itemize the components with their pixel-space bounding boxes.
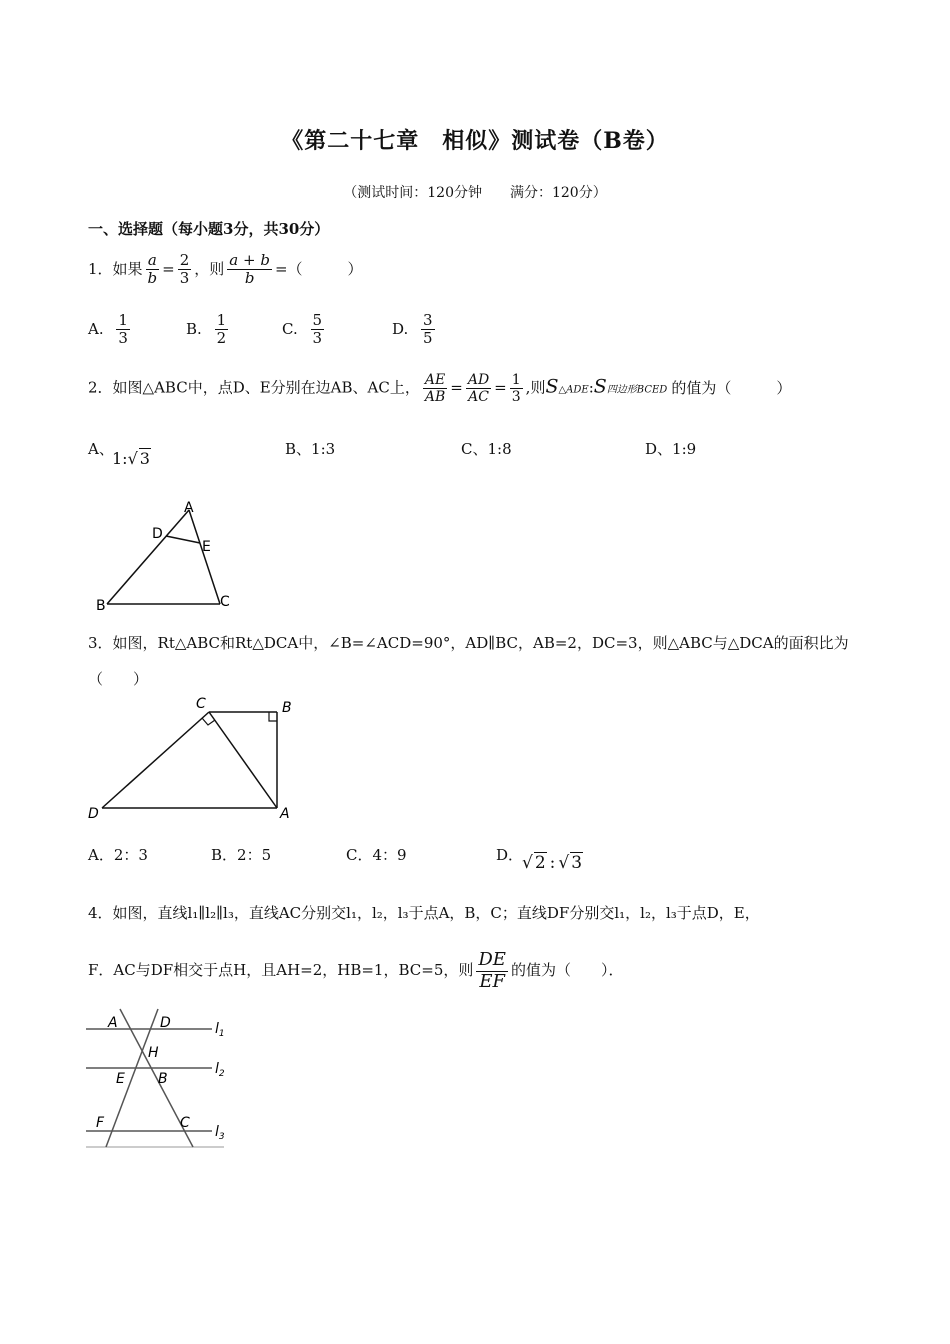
q4-label-l3: $l_3$ (215, 1124, 225, 1142)
q2-mid: ,则 (525, 378, 546, 397)
q4-label-h: H (148, 1045, 159, 1061)
q2-s2-sub: 四边形BCED (606, 384, 668, 396)
q1-option-d (392, 312, 438, 348)
page-title: 《第二十七章 相似》测试卷（B卷） (281, 128, 669, 154)
q3-label-c: C (196, 696, 206, 712)
q2-option-a-ratio: 1: (112, 449, 128, 468)
q2-fraction-ad-ac (466, 372, 491, 405)
q1-option-a-label: A. (88, 319, 104, 338)
q1-option-d-label: D. (392, 319, 409, 338)
q2-label-e: E (202, 539, 211, 555)
q1-prefix: 1．如果 (88, 259, 143, 278)
q3-side-dc (102, 712, 209, 808)
q4-frac-den: EF (479, 970, 505, 992)
q2-side-ac (189, 510, 220, 604)
q2-prefix: 2．如图△ABC中，点D、E分别在边AB、AC上， (88, 378, 420, 397)
q2-frac1-den: AB (424, 389, 446, 406)
q1-option-c-den: 3 (312, 329, 323, 348)
q1-option-c-label: C. (282, 319, 298, 338)
q2-option-a-radicand: 3 (139, 449, 150, 468)
q1-fraction-a-b (146, 252, 160, 288)
q2-frac2-num: AD (467, 372, 490, 388)
q1-frac1-den: b (147, 269, 158, 288)
q1-option-b (186, 312, 231, 348)
q4-line2-suffix: 的值为（ ）． (510, 961, 624, 980)
q1-frac3-num: a + b (229, 251, 270, 269)
q3-option-a: A．2：3 (88, 846, 148, 864)
q2-option-c: C、1:8 (461, 440, 512, 458)
q2-option-a-label: A、 (88, 440, 114, 458)
q2-side-ab (107, 510, 189, 604)
exam-info: （测试时间：120分钟 满分：120分） (343, 185, 607, 201)
q3-side-ca (209, 712, 277, 808)
q4-label-b: B (158, 1071, 168, 1087)
q2-suffix: 的值为（ ） (671, 378, 792, 397)
question-3-line-2: （ ） (88, 670, 149, 688)
q2-option-a (88, 438, 114, 459)
q3-option-d-radicand-1: 2 (534, 853, 546, 873)
q4-frac-num: DE (478, 949, 506, 970)
q2-option-a-value: 1:√ 3 (112, 449, 150, 468)
q2-s1: S (545, 375, 559, 398)
q1-option-a-den: 3 (118, 329, 128, 348)
section-heading: 一、选择题（每小题3分，共30分） (88, 220, 330, 238)
q1-frac3-den: b (244, 269, 255, 288)
q1-mid: ，则 (194, 259, 225, 278)
q2-s1-sub: △ADE (558, 384, 589, 396)
q3-option-c: C．4：9 (346, 846, 407, 864)
q3-right-angle-c (202, 718, 215, 725)
q2-option-d: D、1:9 (645, 440, 697, 458)
q2-frac2-den: AC (468, 389, 489, 406)
q1-option-d-num: 3 (423, 311, 433, 329)
q4-label-c: C (180, 1115, 190, 1131)
q4-label-l2: $l_2$ (215, 1061, 225, 1079)
q3-option-d-colon: : (549, 853, 556, 873)
q3-option-b: B．2：5 (211, 846, 272, 864)
q4-label-a: A (108, 1015, 118, 1031)
q4-label-l1: $l_1$ (215, 1021, 225, 1039)
question-4-line-1: 4．如图，直线l₁∥l₂∥l₃，直线AC分别交l₁，l₂，l₃于点A，B，C；直线DF分别交l₁，l₂，l₃于点D，E， (88, 904, 760, 922)
q1-option-d-den: 5 (423, 329, 433, 348)
q3-label-b: B (282, 700, 292, 716)
q3-label-d: D (88, 806, 99, 822)
q3-quadrilateral-figure (84, 694, 304, 824)
q2-triangle-figure (92, 498, 252, 616)
q2-label-c: C (220, 594, 230, 610)
q4-parallel-lines-figure (84, 1005, 244, 1155)
q1-suffix: =（ ） (274, 259, 363, 278)
q4-fraction-de-ef (476, 950, 508, 992)
q2-s2: S (593, 375, 607, 398)
q4-line2-prefix: F．AC与DF相交于点H，且AH=2，HB=1，BC=5，则 (88, 961, 474, 980)
q3-option-d-radicand-2: 3 (571, 853, 583, 873)
q1-option-a (88, 312, 133, 348)
q1-option-a-num: 1 (118, 311, 128, 329)
q1-option-b-label: B. (186, 319, 202, 338)
question-4-line-2 (88, 950, 623, 992)
q1-option-b-num: 1 (216, 311, 227, 329)
q3-right-angle-b (269, 712, 277, 721)
q2-fraction-1-3 (510, 372, 523, 405)
q1-frac1-num: a (147, 251, 157, 269)
q2-frac1-num: AE (424, 372, 446, 388)
q1-option-b-den: 2 (216, 329, 227, 348)
q3-label-a: A (280, 806, 290, 822)
q3-option-d: D． (496, 846, 524, 864)
q2-label-d: D (152, 526, 163, 542)
q1-fraction-sum (227, 252, 272, 288)
q1-frac2-den: 3 (179, 269, 190, 288)
q2-option-b: B、1:3 (285, 440, 336, 458)
q1-eq: = (162, 259, 175, 278)
q1-option-c (282, 312, 327, 348)
q2-label-a: A (184, 500, 194, 516)
q2-label-b: B (96, 598, 106, 614)
q2-colon: : (588, 378, 594, 397)
q2-frac3-den: 3 (511, 389, 521, 406)
q2-frac3-num: 1 (511, 372, 521, 388)
q2-fraction-ae-ab (423, 372, 447, 405)
q2-segment-de (166, 536, 200, 543)
question-1 (88, 252, 363, 288)
q1-frac2-num: 2 (179, 251, 190, 269)
q1-fraction-2-3 (178, 252, 192, 288)
q4-label-e: E (116, 1071, 125, 1087)
question-2: 2．如图△ABC中，点D、E分别在边AB、AC上， $\frac{AE}{AB}$ = $\frac{AD}{AC}$ = $\frac{1}{3}$ ,则S△ADE:S四边形BCED 的值为（ ） (88, 372, 792, 406)
q3-option-d-value: √ 2 : √ 3 (522, 853, 583, 873)
q4-label-d: D (160, 1015, 171, 1031)
question-3-line-1: 3．如图，Rt△ABC和Rt△DCA中，∠B=∠ACD=90°，AD∥BC，AB=2，DC=3，则△ABC与△DCA的面积比为 (88, 634, 849, 652)
q4-label-f: F (96, 1115, 105, 1131)
q1-option-c-num: 5 (312, 311, 323, 329)
